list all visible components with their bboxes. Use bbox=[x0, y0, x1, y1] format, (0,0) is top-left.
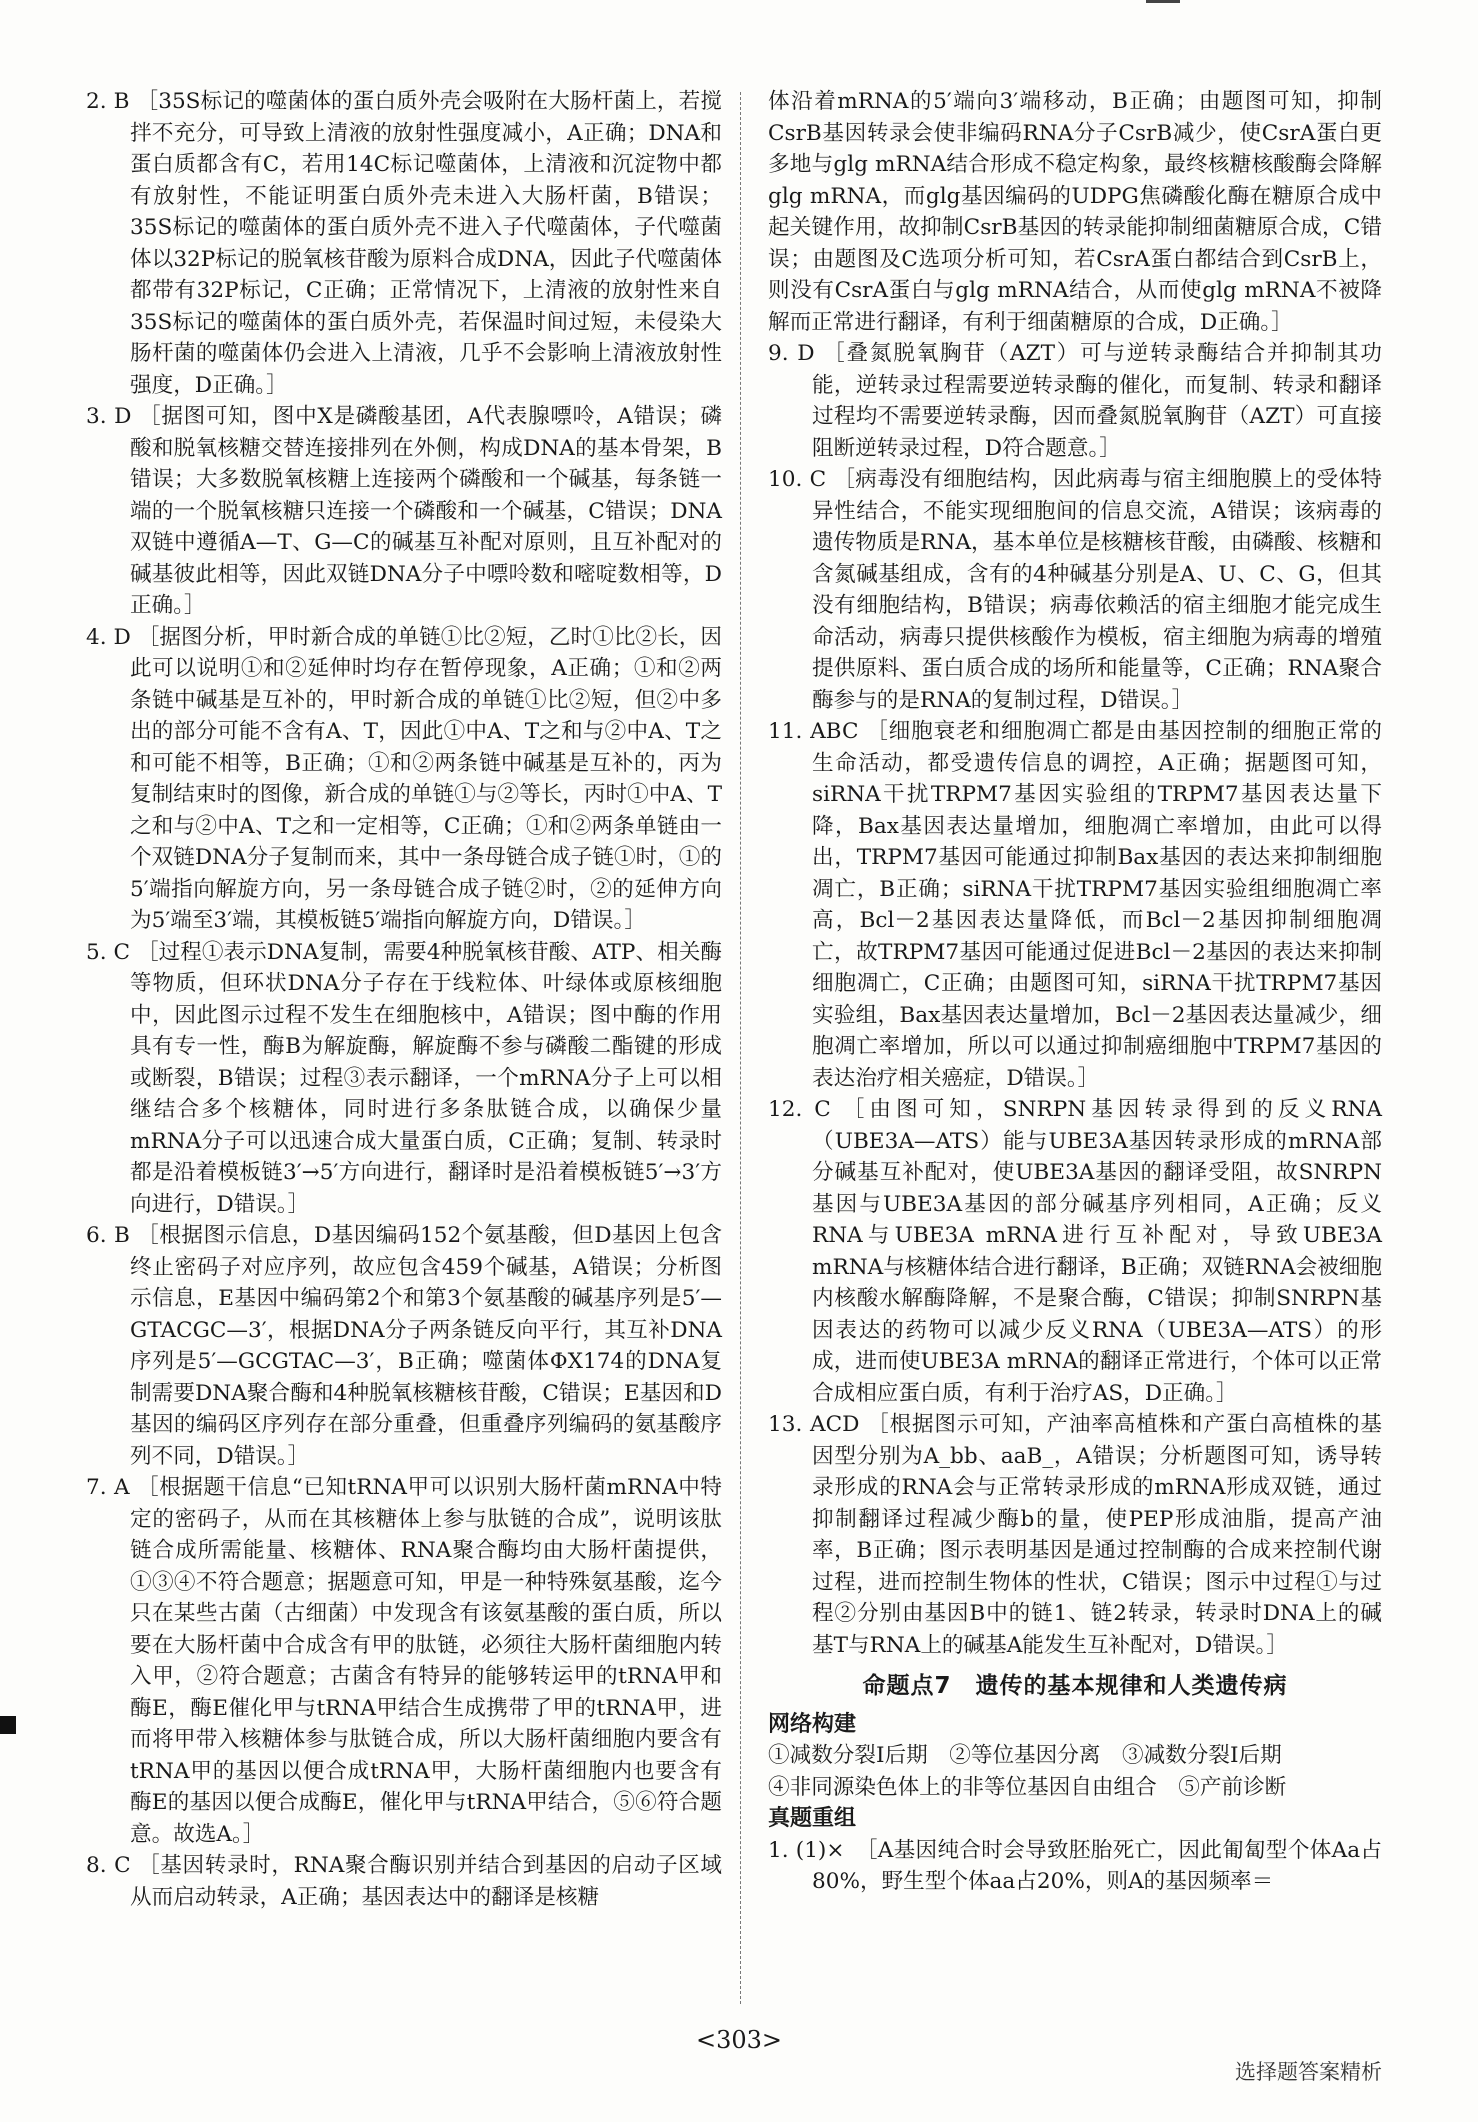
answer-item: 5. C ［过程①表示DNA复制，需要4种脱氧核苷酸、ATP、相关酶等物质，但环状DNA分子存在于线粒体、叶绿体或原核细胞中，因此图示过程不发生在细胞核中，A错误；图中酶的作用具有专一性，酶B为解旋酶，解旋酶不参与磷酸二酯键的形成或断裂，B错误；过程③表示翻译，一个mRNA分子上可以相继结合多个核糖体，同时进行多条肽链合成，以确保少量mRNA分子可以迅速合成大量蛋白质，C正确；复制、转录时都是沿着模板链3′→5′方向进行，翻译时是沿着模板链5′→3′方向进行，D错误。］ bbox=[86, 939, 722, 1217]
answer-item-continued: 体沿着mRNA的5′端向3′端移动，B正确；由题图可知，抑制CsrB基因转录会使非编码RNA分子CsrB减少，使CsrA蛋白更多地与glg mRNA结合形成不稳定构象，最终核糖核酸酶会降解glg mRNA，而glg基因编码的UDPG焦磷酸化酶在糖原合成中起关键作用，故抑制CsrB基因的转录能抑制细菌糖原合成，C错误；由题图及C选项分析可知，若CsrA蛋白都结合到CsrB上，则没有CsrA蛋白与glg mRNA结合，从而使glg mRNA不被降解而正常进行翻译，有利于细菌糖原的合成，D正确。］ bbox=[768, 89, 1382, 335]
answer-item: 4. D ［据图分析，甲时新合成的单链①比②短，乙时①比②长，因此可以说明①和②延伸时均存在暂停现象，A正确；①和②两条链中碱基是互补的，甲时新合成的单链①比②短，但②中多出的部分可能不含有A、T，因此①中A、T之和与②中A、T之和可能不相等，B正确；①和②两条链中碱基是互补的，丙为复制结束时的图像，新合成的单链①与②等长，丙时①中A、T之和与②中A、T之和一定相等，C正确；①和②两条单链由一个双链DNA分子复制而来，其中一条母链合成子链①时，①的5′端指向解旋方向，另一条母链合成子链②时，②的延伸方向为5′端至3′端，其模板链5′端指向解旋方向，D错误。］ bbox=[86, 624, 722, 933]
regroup-item: 1. (1)× ［A基因纯合时会导致胚胎死亡，因此匍匐型个体Aa占80%，野生型个体aa占20%，则A的基因频率＝ bbox=[768, 1837, 1382, 1894]
section-title: 命题点7 遗传的基本规律和人类遗传病 bbox=[862, 1673, 1288, 1699]
answer-item: 3. D ［据图可知，图中X是磷酸基团，A代表腺嘌呤，A错误；磷酸和脱氧核糖交替连接排列在外侧，构成DNA的基本骨架，B错误；大多数脱氧核糖上连接两个磷酸和一个碱基，每条链一端的一个脱氧核糖只连接一个磷酸和一个碱基，C错误；DNA双链中遵循A—T、G—C的碱基互补配对原则，且互补配对的碱基彼此相等，因此双链DNA分子中嘌呤数和嘧啶数相等，D正确。］ bbox=[86, 404, 722, 618]
side-edge-mark bbox=[0, 1716, 16, 1734]
answer-item: 13. ACD ［根据图示可知，产油率高植株和产蛋白高植株的基因型分别为A_bb、aaB_，A错误；分析题图可知，诱导转录形成的RNA会与正常转录形成的mRNA形成双链，通过抑制翻译过程减少酶b的量，使PEP形成油脂，提高产油率，B正确；图示表明基因是通过控制酶的合成来控制代谢过程，进而控制生物体的性状，C错误；图示中过程①与过程②分别由基因B中的链1、链2转录，转录时DNA上的碱基T与RNA上的碱基A能发生互补配对，D错误。］ bbox=[768, 1412, 1382, 1658]
top-edge-mark bbox=[1146, 0, 1180, 3]
network-line: ④非同源染色体上的非等位基因自由组合 ⑤产前诊断 bbox=[768, 1774, 1287, 1800]
column-divider bbox=[740, 92, 741, 2004]
network-line: ①减数分裂Ⅰ后期 ②等位基因分离 ③减数分裂Ⅰ后期 bbox=[768, 1743, 1282, 1768]
answer-item: 12. C ［由图可知，SNRPN基因转录得到的反义RNA（UBE3A—ATS）能与UBE3A基因转录形成的mRNA部分碱基互补配对，使UBE3A基因的翻译受阻，故SNRPN基因与UBE3A基因的部分碱基序列相同，A正确；反义RNA与UBE3A mRNA进行互补配对，导致UBE3A mRNA与核糖体结合进行翻译，B正确；双链RNA会被细胞内核酸水解酶降解，不是聚合酶，C错误；抑制SNRPN基因表达的药物可以减少反义RNA（UBE3A—ATS）的形成，进而使UBE3A mRNA的翻译正常进行，个体可以正常合成相应蛋白质，有利于治疗AS，D正确。］ bbox=[768, 1097, 1382, 1406]
left-column bbox=[86, 86, 722, 1913]
footer-note: 选择题答案精析 bbox=[1235, 2060, 1382, 2084]
answer-item: 8. C ［基因转录时，RNA聚合酶识别并结合到基因的启动子区域从而启动转录，A正确；基因表达中的翻译是核糖 bbox=[86, 1853, 722, 1910]
network-heading: 网络构建 bbox=[768, 1711, 857, 1737]
right-column bbox=[768, 86, 1382, 1898]
regroup-heading: 真题重组 bbox=[768, 1806, 857, 1831]
answer-item: 9. D ［叠氮脱氧胸苷（AZT）可与逆转录酶结合并抑制其功能，逆转录过程需要逆转录酶的催化，而复制、转录和翻译过程均不需要逆转录酶，因而叠氮脱氧胸苷（AZT）可直接阻断逆转录过程，D符合题意。］ bbox=[768, 341, 1382, 461]
answer-item: 10. C ［病毒没有细胞结构，因此病毒与宿主细胞膜上的受体特异性结合，不能实现细胞间的信息交流，A错误；该病毒的遗传物质是RNA，基本单位是核糖核苷酸，由磷酸、核糖和含氮碱基组成，含有的4种碱基分别是A、U、C、G，但其没有细胞结构，B错误；病毒依赖活的宿主细胞才能完成生命活动，病毒只提供核酸作为模板，宿主细胞为病毒的增殖提供原料、蛋白质合成的场所和能量等，C正确；RNA聚合酶参与的是RNA的复制过程，D错误。］ bbox=[768, 467, 1382, 713]
answer-item: 7. A ［根据题干信息“已知tRNA甲可以识别大肠杆菌mRNA中特定的密码子，从而在其核糖体上参与肽链的合成”，说明该肽链合成所需能量、核糖体、RNA聚合酶均由大肠杆菌提供，①③④不符合题意；据题意可知，甲是一种特殊氨基酸，迄今只在某些古菌（古细菌）中发现含有该氨基酸的蛋白质，所以要在大肠杆菌中合成含有甲的肽链，必须往大肠杆菌细胞内转入甲，②符合题意；古菌含有特异的能够转运甲的tRNA甲和酶E，酶E催化甲与tRNA甲结合生成携带了甲的tRNA甲，进而将甲带入核糖体参与肽链合成，所以大肠杆菌细胞内要含有tRNA甲的基因以便合成tRNA甲，大肠杆菌细胞内也要含有酶E的基因以便合成酶E，催化甲与tRNA甲结合，⑤⑥符合题意。故选A。］ bbox=[86, 1475, 722, 1847]
answer-item: 2. B ［35S标记的噬菌体的蛋白质外壳会吸附在大肠杆菌上，若搅拌不充分，可导致上清液的放射性强度减小，A正确；DNA和蛋白质都含有C，若用14C标记噬菌体，上清液和沉淀物中都有放射性，不能证明蛋白质外壳未进入大肠杆菌，B错误；35S标记的噬菌体的蛋白质外壳不进入子代噬菌体，子代噬菌体以32P标记的脱氧核苷酸为原料合成DNA，因此子代噬菌体都带有32P标记，C正确；正常情况下，上清液的放射性来自35S标记的噬菌体的蛋白质外壳，若保温时间过短，未侵染大肠杆菌的噬菌体仍会进入上清液，几乎不会影响上清液放射性强度，D正确。］ bbox=[86, 89, 722, 398]
answer-item: 6. B ［根据图示信息，D基因编码152个氨基酸，但D基因上包含终止密码子对应序列，故应包含459个碱基，A错误；分析图示信息，E基因中编码第2个和第3个氨基酸的碱基序列是5′—GTACGC—3′，根据DNA分子两条链反向平行，其互补DNA序列是5′—GCGTAC—3′，B正确；噬菌体ΦX174的DNA复制需要DNA聚合酶和4种脱氧核糖核苷酸，C错误；E基因和D基因的编码区序列存在部分重叠，但重叠序列编码的氨基酸序列不同，D错误。］ bbox=[86, 1223, 722, 1469]
answer-item: 11. ABC ［细胞衰老和细胞凋亡都是由基因控制的细胞正常的生命活动，都受遗传信息的调控，A正确；据题图可知，siRNA干扰TRPM7基因实验组的TRPM7基因表达量下降，Bax基因表达量增加，细胞凋亡率增加，由此可以得出，TRPM7基因可能通过抑制Bax基因的表达来抑制细胞凋亡，B正确；siRNA干扰TRPM7基因实验组细胞凋亡率高，Bcl－2基因表达量降低，而Bcl－2基因抑制细胞凋亡，故TRPM7基因可能通过促进Bcl－2基因的表达来抑制细胞凋亡，C正确；由题图可知，siRNA干扰TRPM7基因实验组，Bax基因表达量增加，Bcl－2基因表达量减少，细胞凋亡率增加，所以可以通过抑制癌细胞中TRPM7基因的表达治疗相关癌症，D错误。］ bbox=[768, 719, 1382, 1091]
page-number: <303> bbox=[695, 2026, 783, 2054]
